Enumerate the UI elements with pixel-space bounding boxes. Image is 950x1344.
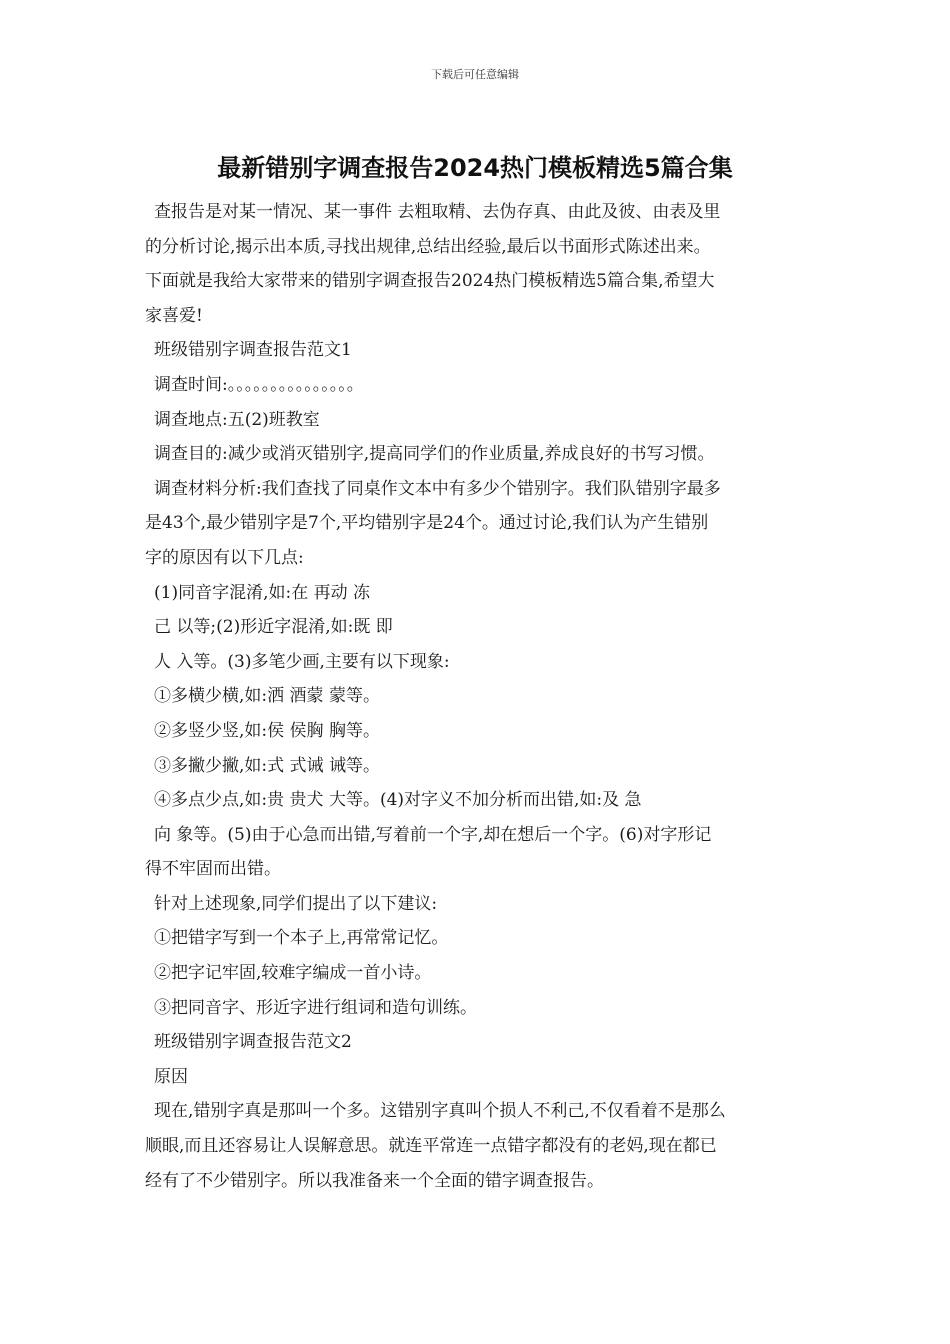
paragraph-line: 顺眼,而且还容易让人误解意思。就连平常连一点错字都没有的老妈,现在都已	[145, 1136, 717, 1157]
paragraph-line: 得不牢固而出错。	[145, 859, 281, 880]
paragraph-line: ①多横少横,如:洒 酒蒙 蒙等。	[154, 686, 380, 707]
paragraph-line: 班级错别字调查报告范文1	[154, 340, 352, 361]
paragraph-line: 经有了不少错别字。所以我准备来一个全面的错字调查报告。	[145, 1170, 604, 1191]
paragraph-line: 人 入等。(3)多笔少画,主要有以下现象:	[154, 651, 450, 672]
paragraph-line: 己 以等;(2)形近字混淆,如:既 即	[154, 617, 393, 638]
paragraph-line: ④多点少点,如:贵 贵犬 大等。(4)对字义不加分析而出错,如:及 急	[154, 790, 642, 811]
paragraph	[145, 783, 813, 818]
paragraph	[145, 679, 813, 714]
paragraph-line: ②把字记牢固,较难字编成一首小诗。	[154, 963, 432, 984]
paragraph-line: 调查材料分析:我们查找了同桌作文本中有多少个错别字。我们队错别字最多	[154, 478, 721, 499]
paragraph	[145, 991, 813, 1026]
paragraph-line: 是43个,最少错别字是7个,平均错别字是24个。通过讨论,我们认为产生错别	[145, 513, 709, 534]
paragraph	[145, 956, 813, 991]
paragraph-line: 向 象等。(5)由于心急而出错,写着前一个字,却在想后一个字。(6)对字形记	[154, 824, 712, 845]
paragraph-line: 调查时间:。。。。。。。。。。。。。。。	[154, 374, 364, 395]
paragraph-line: ③多撇少撇,如:式 式诫 诫等。	[154, 755, 380, 776]
paragraph	[145, 818, 813, 887]
paragraph	[145, 1094, 813, 1198]
paragraph	[145, 403, 813, 438]
paragraph	[145, 887, 813, 922]
paragraph	[145, 437, 813, 472]
paragraph-line: 下面就是我给大家带来的错别字调查报告2024热门模板精选5篇合集,希望大	[145, 271, 715, 292]
paragraph	[145, 1060, 813, 1095]
paragraph	[145, 921, 813, 956]
paragraph	[145, 714, 813, 749]
paragraph	[145, 645, 813, 680]
paragraph-line: 查报告是对某一情况、某一事件 去粗取精、去伪存真、由此及彼、由表及里	[154, 202, 721, 222]
paragraph-line: 调查目的:减少或消灭错别字,提高同学们的作业质量,养成良好的书写习惯。	[154, 444, 715, 465]
paragraph	[145, 472, 813, 576]
paragraph-line: 字的原因有以下几点:	[145, 547, 304, 568]
paragraph	[145, 576, 813, 611]
paragraph	[145, 333, 813, 368]
paragraph-line: 原因	[154, 1066, 188, 1087]
paragraph	[145, 1025, 813, 1060]
paragraph	[145, 610, 813, 645]
paragraph-line: ①把错字写到一个本子上,再常常记忆。	[154, 928, 449, 949]
paragraph-line: 班级错别字调查报告范文2	[154, 1032, 352, 1053]
header-note: 下载后可任意编辑	[431, 68, 519, 81]
paragraph	[145, 195, 813, 333]
document-title: 最新错别字调查报告2024热门模板精选5篇合集	[217, 154, 733, 182]
paragraph	[145, 368, 813, 403]
paragraph-line: 现在,错别字真是那叫一个多。这错别字真叫个损人不利己,不仅看着不是那么	[154, 1101, 726, 1122]
paragraph-line: 针对上述现象,同学们提出了以下建议:	[154, 893, 438, 914]
paragraph-line: ③把同音字、形近字进行组词和造句训练。	[154, 997, 477, 1018]
document-body	[145, 195, 813, 1198]
paragraph-line: 调查地点:五(2)班教室	[154, 409, 320, 430]
paragraph-line: 家喜爱!	[145, 305, 203, 326]
paragraph-line: 的分析讨论,揭示出本质,寻找出规律,总结出经验,最后以书面形式陈述出来。	[145, 236, 711, 257]
paragraph-line: ②多竖少竖,如:侯 侯胸 胸等。	[154, 720, 380, 741]
paragraph	[145, 749, 813, 784]
paragraph-line: (1)同音字混淆,如:在 再动 冻	[154, 582, 371, 603]
